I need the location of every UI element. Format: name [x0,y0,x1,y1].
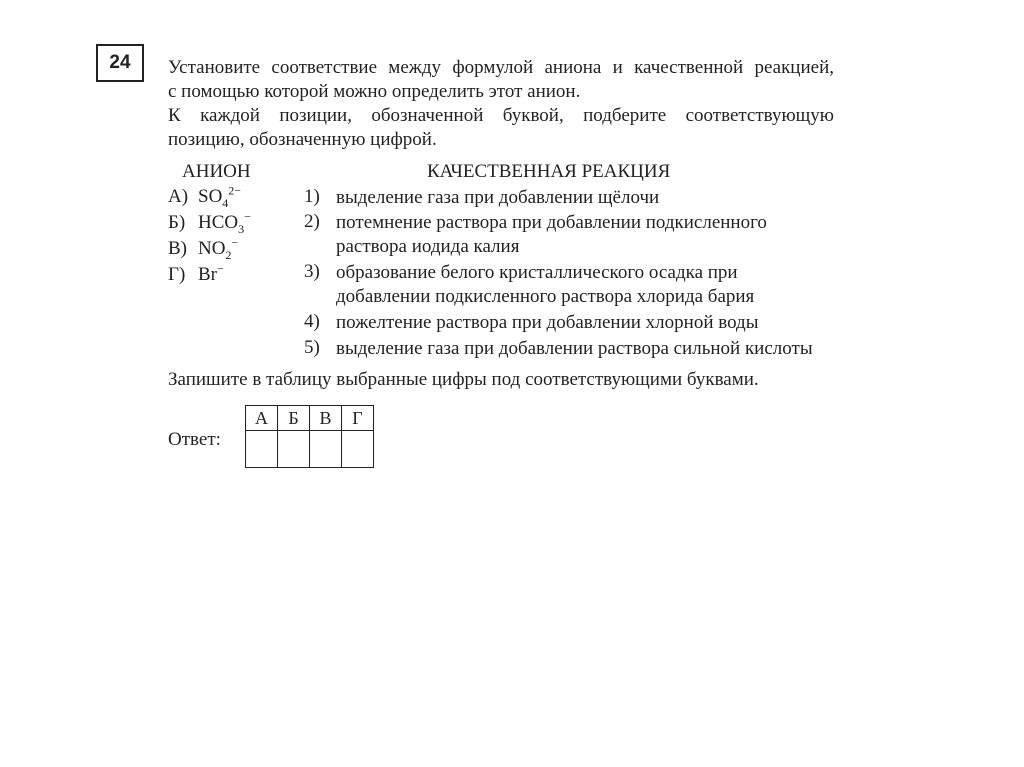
anion-item-a [168,183,242,210]
answer-col-a: А [246,406,278,431]
reaction-number-4: 4) [304,311,320,332]
answer-cell-v[interactable] [310,431,342,468]
reaction-text-3b: добавлении подкисленного раствора хлорида бария [336,286,755,307]
anion-letter: Г) [168,264,186,285]
anion-formula: Br− [198,261,224,285]
anion-letter: В) [168,238,187,259]
answer-cell-b[interactable] [278,431,310,468]
answer-label: Ответ: [168,429,221,450]
anion-column-header: АНИОН [182,161,251,182]
instruction-text: Запишите в таблицу выбранные цифры под соответствующими буквами. [168,369,759,390]
anion-item-b [168,209,251,236]
reaction-number-1: 1) [304,186,320,207]
anion-item-v [168,235,239,262]
reaction-number-3: 3) [304,261,320,282]
anion-item-g [168,261,224,286]
answer-cell-a[interactable] [246,431,278,468]
reaction-text-2b: раствора иодида калия [336,236,520,257]
anion-formula: $SO_4^{2-}$ [198,183,242,210]
answer-col-g: Г [342,406,374,431]
intro-line-3: К каждой позиции, обозначенной буквой, подберите соответствующую [168,105,834,126]
reaction-text-1: выделение газа при добавлении щёлочи [336,187,660,208]
intro-line-1: Установите соответствие между формулой аниона и качественной реакцией, [168,57,834,78]
answer-col-v: В [310,406,342,431]
answer-col-b: Б [278,406,310,431]
task-number-box: 24 [96,44,144,82]
reaction-text-2a: потемнение раствора при добавлении подкисленного [336,212,767,233]
reaction-text-3a: образование белого кристаллического осадка при [336,262,738,283]
reaction-text-4: пожелтение раствора при добавлении хлорной воды [336,312,759,333]
answer-table [245,405,374,468]
intro-line-2: с помощью которой можно определить этот анион. [168,81,581,102]
reaction-number-2: 2) [304,211,320,232]
anion-letter: Б) [168,212,186,233]
anion-formula: $NO_2^-$ [198,235,239,262]
intro-line-4: позицию, обозначенную цифрой. [168,129,437,150]
reaction-column-header: КАЧЕСТВЕННАЯ РЕАКЦИЯ [427,161,671,182]
reaction-number-5: 5) [304,337,320,358]
answer-cell-g[interactable] [342,431,374,468]
anion-letter: А) [168,186,189,207]
anion-formula: $HCO_3^-$ [198,209,251,236]
reaction-text-5: выделение газа при добавлении раствора сильной кислоты [336,338,813,359]
